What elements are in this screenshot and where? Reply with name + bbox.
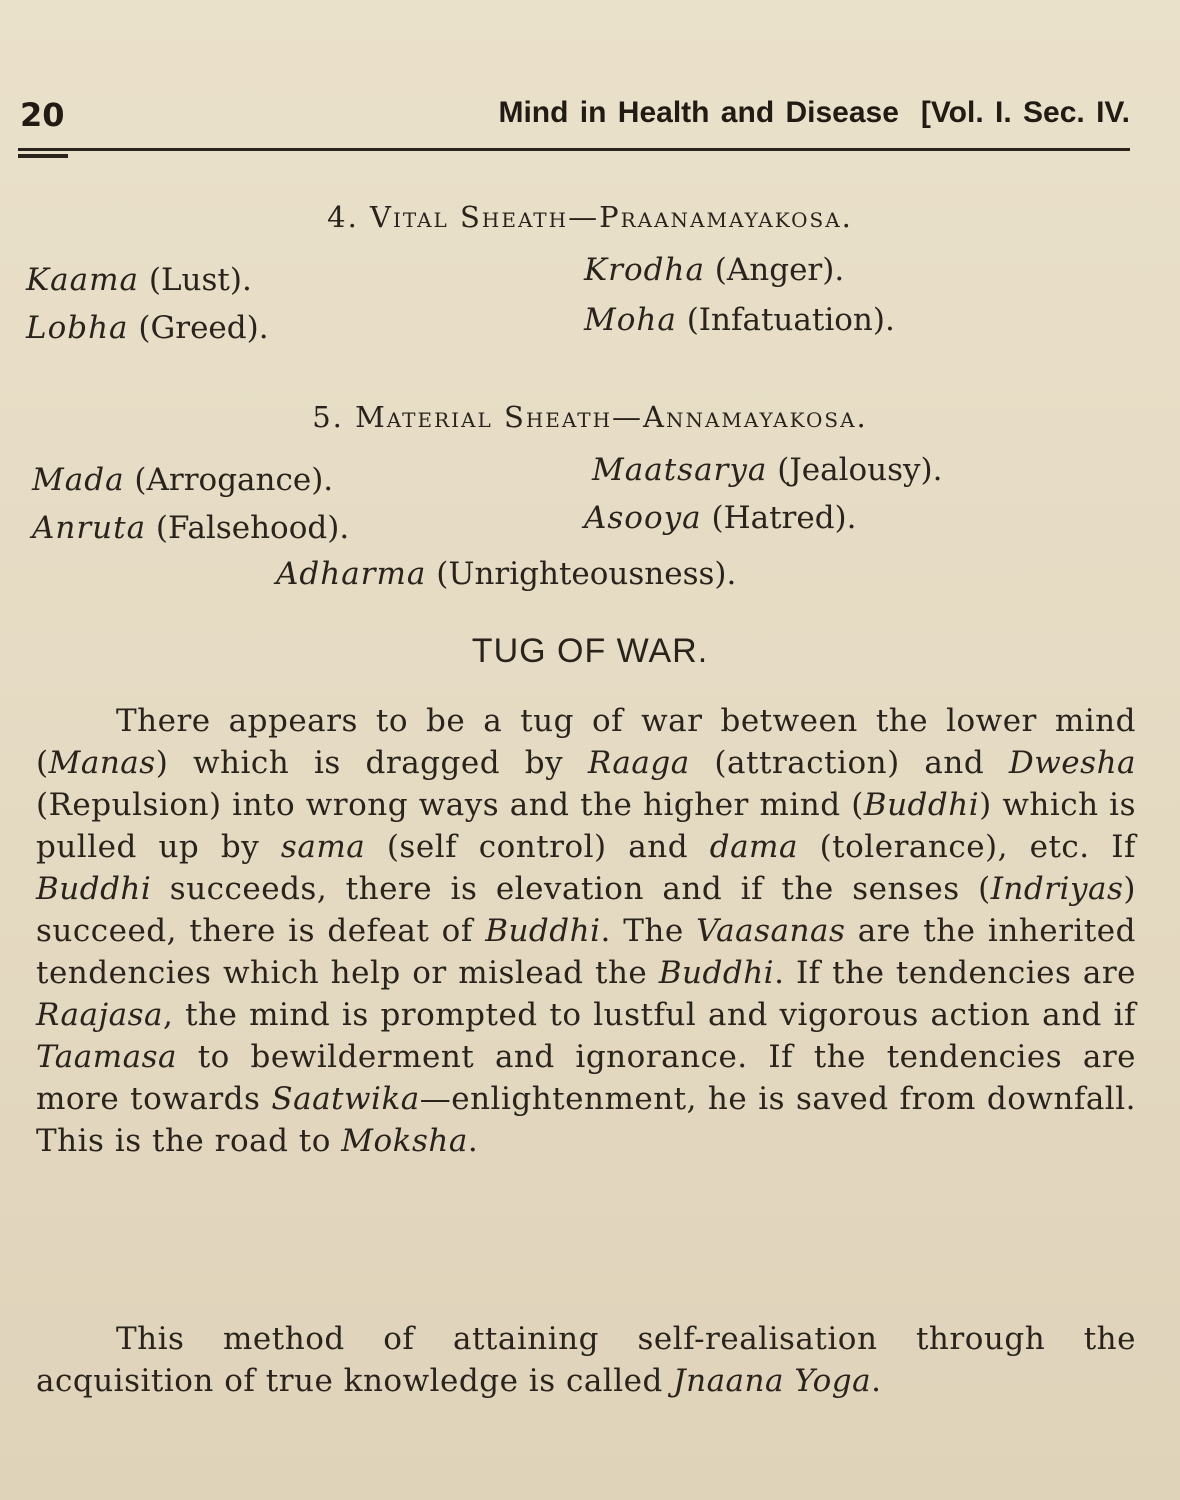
material-sheath-heading: 5. Material Sheath—Annamayakosa. xyxy=(312,400,868,434)
term-adharma: Adharma (Unrighteousness). xyxy=(276,556,737,592)
term-mada: Mada (Arrogance). xyxy=(32,462,334,498)
term-anruta: Anruta (Falsehood). xyxy=(32,510,350,546)
term-moha: Moha (Infatuation). xyxy=(584,302,895,338)
running-title xyxy=(498,96,1130,130)
term-maatsarya: Maatsarya (Jealousy). xyxy=(592,452,943,488)
section-title: TUG OF WAR. xyxy=(471,632,709,670)
term-asooya: Asooya (Hatred). xyxy=(584,500,857,536)
term-lobha: Lobha (Greed). xyxy=(26,310,269,346)
term-krodha: Krodha (Anger). xyxy=(584,252,845,288)
volume-section: [Vol. I. Sec. IV. xyxy=(920,96,1130,129)
paragraph-jnaana-yoga: This method of attaining self-realisation through the acquisition of true knowledge is called Jnaana Yoga. xyxy=(36,1321,1136,1399)
header-rule xyxy=(18,148,1130,151)
term-kaama: Kaama (Lust). xyxy=(26,262,252,298)
book-title: Mind in Health and Disease xyxy=(498,96,899,129)
vital-sheath-heading: 4. Vital Sheath—Praanamayakosa. xyxy=(327,200,853,234)
page-header xyxy=(18,88,1130,136)
page-number: 20 xyxy=(20,96,65,134)
paragraph-tug-of-war: There appears to be a tug of war between the lower mind (Manas) which is dragged by Raaga (attraction) and Dwesha (Repulsion) into wrong ways and the higher mind (Buddhi) which is pulled up by sama (self control) and dama (tolerance), etc. If Buddhi succeeds, there is elevation and if the senses (Indriyas) succeed, there is defeat of Buddhi. The Vaasanas are the inherited tendencies which help or mislead the Buddhi. If the tendencies are Raajasa, the mind is prompted to lustful and vigorous action and if Taamasa to bewilderment and ignorance. If the tendencies are more towards Saatwika—enlightenment, he is saved from downfall. This is the road to Moksha. xyxy=(36,703,1137,1159)
header-rule-accent xyxy=(18,154,68,158)
